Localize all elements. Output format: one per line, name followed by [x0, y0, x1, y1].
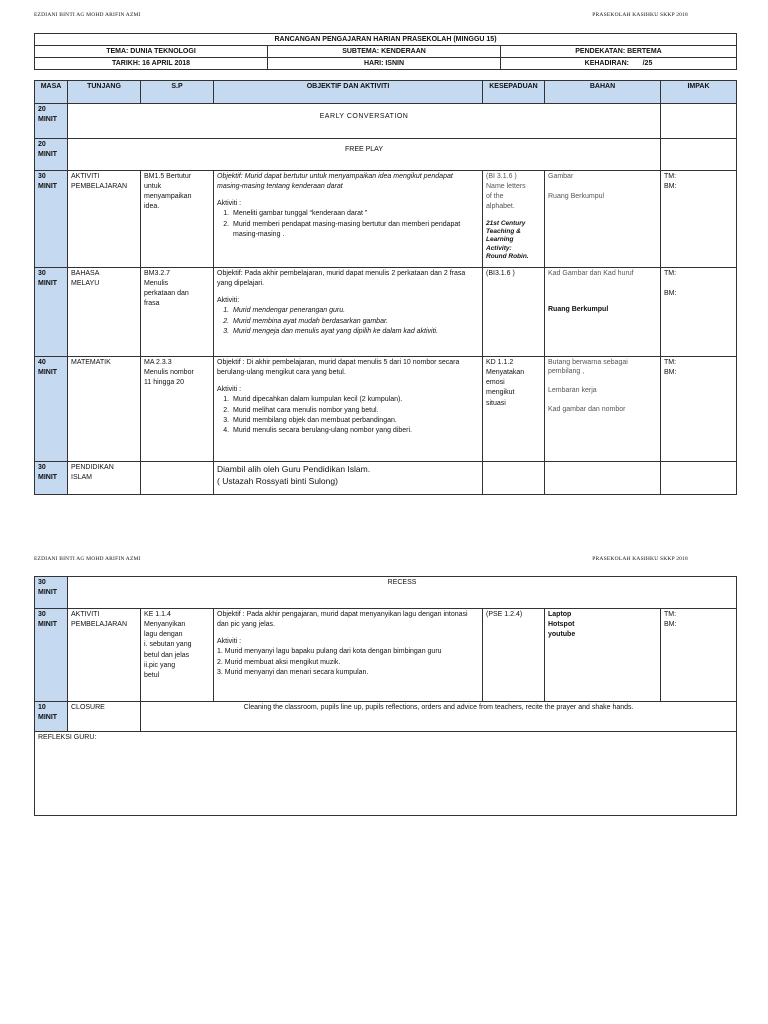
aktiviti-label: Aktiviti :	[217, 386, 242, 394]
tema-cell: TEMA: DUNIA TEKNOLOGI	[35, 46, 268, 58]
table-row	[35, 609, 737, 702]
col-impak: IMPAK	[661, 81, 737, 104]
impak-cell	[661, 104, 737, 139]
table-row	[35, 171, 737, 268]
aktiviti-label: Aktiviti:	[217, 297, 240, 305]
masa-cell: 30 MINIT	[35, 268, 68, 357]
masa-cell: 20 MINIT	[35, 139, 68, 171]
objektif-cell	[214, 609, 483, 702]
aktiviti-item: 3. Murid menyanyi dan menari secara kumpulan.	[217, 668, 369, 676]
info-table	[34, 33, 737, 70]
kesepaduan-cell	[483, 462, 545, 495]
kesepaduan-cell: (PSE 1.2.4)	[483, 609, 545, 702]
impak-cell: TM: BM:	[661, 268, 737, 357]
masa-cell: 30 MINIT	[35, 462, 68, 495]
objektif-cell	[214, 462, 483, 495]
islam-line2: ( Ustazah Rossyati binti Sulong)	[217, 476, 338, 487]
col-masa: MASA	[35, 81, 68, 104]
aktiviti-item: 2. Murid memberi pendapat masing-masing bertutur dan memberi pendapat masing-masing .	[231, 220, 479, 240]
col-tunjang: TUNJANG	[68, 81, 141, 104]
tunjang-cell: MATEMATIK	[68, 357, 141, 462]
masa-cell: 30 MINIT	[35, 609, 68, 702]
islam-line1: Diambil alih oleh Guru Pendidikan Islam.	[217, 464, 371, 474]
masa-cell: 10 MINIT	[35, 702, 68, 732]
lesson-table	[34, 80, 737, 495]
header-left: EZDIANI BINTI AG MOHD ARIFIN AZMI	[34, 12, 141, 18]
tarikh-cell: TARIKH: 16 APRIL 2018	[35, 58, 268, 70]
kesepaduan-cell: KD 1.1.2 Menyatakan emosi mengikut situasi	[483, 357, 545, 462]
aktiviti-item: 1. Murid mendengar penerangan guru.	[231, 306, 479, 316]
masa-cell: 20 MINIT	[35, 104, 68, 139]
aktiviti-label: Aktiviti :	[217, 200, 242, 208]
kesepaduan-cell: (BI3.1.6 )	[483, 268, 545, 357]
tunjang-cell: CLOSURE	[68, 702, 141, 732]
col-sp: S.P	[141, 81, 214, 104]
objektif-text: Objektif : Di akhir pembelajaran, murid dapat menulis 5 dari 10 nombor secara berulang-ulang mengikut cara yang betul.	[217, 359, 460, 377]
kesepaduan-21st: 21st Century Teaching & Learning Activity: Round Robin.	[486, 219, 529, 261]
masa-cell: 40 MINIT	[35, 357, 68, 462]
impak-cell: TM: BM:	[661, 357, 737, 462]
aktiviti-item: 2. Murid membuat aksi mengikut muzik.	[217, 658, 341, 666]
aktiviti-item: 4. Murid menulis secara berulang-ulang nombor yang diberi.	[231, 426, 479, 436]
objektif-text: Objektif: Pada akhir pembelajaran, murid dapat menulis 2 perkataan dan 2 frasa yang dipelajari.	[217, 270, 466, 288]
aktiviti-item: 3. Murid membilang objek dan membuat perbandingan.	[231, 416, 479, 426]
pendekatan-cell: PENDEKATAN: BERTEMA	[501, 46, 737, 58]
impak-cell: TM: BM:	[661, 171, 737, 268]
masa-cell: 30 MINIT	[35, 577, 68, 609]
table-row	[35, 577, 737, 609]
header-left-p2: EZDIANI BINTI AG MOHD ARIFIN AZMI	[34, 556, 141, 562]
header-right: PRASEKOLAH KASIHKU SKKP 2018	[592, 12, 688, 18]
aktiviti-label: Aktiviti :	[217, 638, 242, 646]
bahan-cell	[545, 268, 661, 357]
objektif-cell	[214, 171, 483, 268]
sp-cell	[141, 462, 214, 495]
objektif-cell	[214, 268, 483, 357]
objektif-text: Objektif: Murid dapat bertutur untuk menyampaikan idea mengikut pendapat masing-masing tentang kenderaan darat	[217, 173, 453, 191]
early-conversation: EARLY CONVERSATION	[68, 104, 661, 139]
refleksi-guru: REFLEKSI GURU:	[35, 732, 737, 816]
subtema-cell: SUBTEMA: KENDERAAN	[268, 46, 501, 58]
bahan-cell: Laptop Hotspot youtube	[545, 609, 661, 702]
table-row	[35, 268, 737, 357]
aktiviti-item: 1. Meneliti gambar tunggal “kenderaan darat ”	[231, 209, 479, 219]
tunjang-cell: BAHASA MELAYU	[68, 268, 141, 357]
aktiviti-item: 2. Murid membina ayat mudah berdasarkan gambar.	[231, 317, 479, 327]
bahan-cell: Butang berwarna sebagai pembilang , Lembaran kerja Kad gambar dan nombor	[545, 357, 661, 462]
kesepaduan-text: (BI 3.1.6 ) Name letters of the alphabet.	[486, 173, 526, 211]
tunjang-cell: AKTIVITI PEMBELAJARAN	[68, 609, 141, 702]
recess: RECESS	[68, 577, 737, 609]
objektif-text: Objektif : Pada akhir pengajaran, murid dapat menyanyikan lagu dengan intonasi dan pic yang jelas.	[217, 611, 468, 629]
bahan-cell	[545, 462, 661, 495]
col-bahan: BAHAN	[545, 81, 661, 104]
header-row	[35, 81, 737, 104]
table-row	[35, 702, 737, 732]
aktiviti-item: 2. Murid melihat cara menulis nombor yang betul.	[231, 406, 479, 416]
sp-cell: KE 1.1.4 Menyanyikan lagu dengan i. sebutan yang betul dan jelas ii.pic yang betul	[141, 609, 214, 702]
bahan-text: Kad Gambar dan Kad huruf	[548, 270, 634, 277]
lesson-table-p2	[34, 576, 737, 816]
free-play: FREE PLAY	[68, 139, 661, 171]
sp-cell: MA 2.3.3 Menulis nombor 11 hingga 20	[141, 357, 214, 462]
masa-cell: 30 MINIT	[35, 171, 68, 268]
aktiviti-item: 1. Murid dipecahkan dalam kumpulan kecil (2 kumpulan).	[231, 395, 479, 405]
table-row	[35, 357, 737, 462]
impak-cell	[661, 139, 737, 171]
header-right-p2: PRASEKOLAH KASIHKU SKKP 2018	[592, 556, 688, 562]
aktiviti-item: 1. Murid menyanyi lagu bapaku pulang dari kota dengan bimbingan guru	[217, 648, 442, 656]
plan-title: RANCANGAN PENGAJARAN HARIAN PRASEKOLAH (MINGGU 15)	[35, 34, 737, 46]
impak-cell: TM: BM:	[661, 609, 737, 702]
tunjang-cell: AKTIVITI PEMBELAJARAN	[68, 171, 141, 268]
kesepaduan-cell	[483, 171, 545, 268]
col-objektif: OBJEKTIF DAN AKTIVITI	[214, 81, 483, 104]
table-row	[35, 139, 737, 171]
bahan-extra: Ruang Berkumpul	[548, 306, 609, 314]
impak-cell	[661, 462, 737, 495]
closure-text: Cleaning the classroom, pupils line up, pupils reflections, orders and advice from teachers, recite the prayer and shake hands.	[141, 702, 737, 732]
table-row	[35, 732, 737, 816]
table-row	[35, 462, 737, 495]
col-kesepaduan: KESEPADUAN	[483, 81, 545, 104]
kehadiran-cell: KEHADIRAN: /25	[501, 58, 737, 70]
aktiviti-item: 3. Murid mengeja dan menulis ayat yang dipilih ke dalam kad aktiviti.	[231, 327, 479, 337]
hari-cell: HARI: ISNIN	[268, 58, 501, 70]
objektif-cell	[214, 357, 483, 462]
table-row	[35, 104, 737, 139]
bahan-cell: Gambar Ruang Berkumpul	[545, 171, 661, 268]
sp-cell: BM1.5 Bertutur untuk menyampaikan idea.	[141, 171, 214, 268]
sp-cell: BM3.2.7 Menulis perkataan dan frasa	[141, 268, 214, 357]
tunjang-cell: PENDIDIKAN ISLAM	[68, 462, 141, 495]
